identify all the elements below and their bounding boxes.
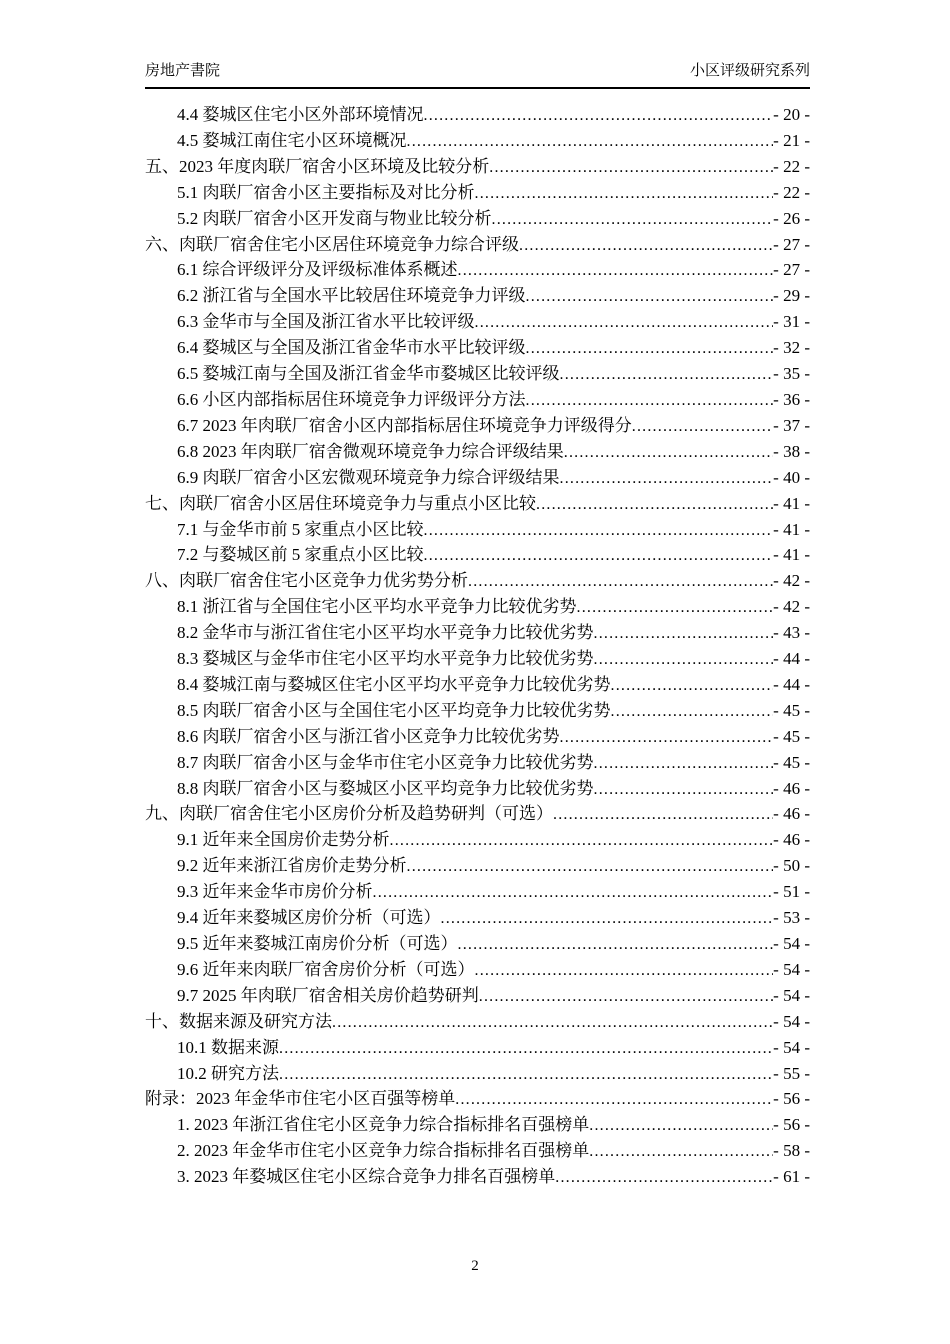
toc-entry-label: 9.3 近年来金华市房价分析 (177, 882, 373, 902)
toc-leader-dots (611, 673, 774, 699)
toc-leader-dots (458, 258, 774, 284)
toc-entry-page: - 53 - (773, 908, 810, 928)
toc-entry-label: 8.5 肉联厂宿舍小区与全国住宅小区平均竞争力比较优劣势 (177, 700, 611, 720)
toc-entry (145, 310, 810, 336)
toc-entry-label: 五、2023 年度肉联厂宿舍小区环境及比较分析 (145, 156, 490, 176)
toc-leader-dots (594, 621, 774, 647)
toc-entry (145, 492, 810, 518)
toc-leader-dots (553, 802, 773, 828)
toc-leader-dots (577, 595, 774, 621)
header-left-title: 房地产書院 (145, 62, 221, 79)
toc-entry-label: 10.1 数据来源 (177, 1037, 279, 1057)
toc-entry (145, 958, 810, 984)
toc-entry-label: 七、肉联厂宿舍小区居住环境竞争力与重点小区比较 (145, 493, 536, 513)
toc-entry-page: - 56 - (773, 1089, 810, 1109)
toc-entry (145, 1139, 810, 1165)
toc-entry-label: 6.1 综合评级评分及评级标准体系概述 (177, 260, 458, 280)
toc-entry-label: 6.5 婺城江南与全国及浙江省金华市婺城区比较评级 (177, 364, 560, 384)
toc-leader-dots (407, 129, 774, 155)
toc-entry (145, 233, 810, 259)
page-footer (0, 1258, 950, 1275)
toc-entry-page: - 40 - (773, 467, 810, 487)
toc-entry-page: - 21 - (773, 130, 810, 150)
toc-entry-label: 8.7 肉联厂宿舍小区与金华市住宅小区竞争力比较优劣势 (177, 752, 594, 772)
toc-entry-label: 4.4 婺城区住宅小区外部环境情况 (177, 105, 424, 124)
page-number: 2 (471, 1258, 479, 1274)
toc-entry-page: - 55 - (773, 1063, 810, 1083)
toc-entry (145, 336, 810, 362)
toc-leader-dots (475, 181, 774, 207)
toc-entry-page: - 46 - (773, 804, 810, 824)
toc-entry-page: - 54 - (773, 934, 810, 953)
toc-entry (145, 155, 810, 181)
toc-entry (145, 984, 810, 1010)
toc-entry (145, 595, 810, 621)
toc-entry-page: - 42 - (773, 597, 810, 617)
toc-leader-dots (594, 751, 774, 777)
toc-entry-label: 6.8 2023 年肉联厂宿舍微观环境竞争力综合评级结果 (177, 441, 564, 461)
toc-leader-dots (564, 440, 773, 466)
toc-entry-label: 6.4 婺城区与全国及浙江省金华市水平比较评级 (177, 338, 526, 358)
toc-entry (145, 932, 810, 958)
toc-entry-page: - 43 - (773, 623, 810, 643)
toc-entry (145, 1113, 810, 1139)
toc-entry-label: 10.2 研究方法 (177, 1063, 279, 1083)
toc-entry (145, 569, 810, 595)
toc-leader-dots (489, 155, 773, 181)
toc-entry-label: 6.6 小区内部指标居住环境竞争力评级评分方法 (177, 389, 526, 409)
toc-entry-label: 八、肉联厂宿舍住宅小区竞争力优劣势分析 (145, 571, 468, 591)
toc-entry-page: - 54 - (773, 985, 810, 1005)
toc-entry-page: - 54 - (773, 959, 810, 979)
toc-entry-page: - 54 - (773, 1011, 810, 1031)
toc-entry-page: - 61 - (773, 1167, 810, 1187)
toc-leader-dots (611, 699, 774, 725)
toc-entry (145, 1165, 810, 1191)
toc-entry (145, 802, 810, 828)
toc-entry-page: - 22 - (773, 156, 810, 176)
toc-entry-label: 2. 2023 年金华市住宅小区竞争力综合指标排名百强榜单 (177, 1141, 590, 1161)
toc-entry-label: 6.9 肉联厂宿舍小区宏微观环境竞争力综合评级结果 (177, 467, 560, 487)
toc-entry (145, 543, 810, 569)
toc-entry-page: - 51 - (773, 882, 810, 902)
toc-leader-dots (407, 854, 774, 880)
toc-leader-dots (555, 1165, 773, 1191)
toc-entry-label: 6.2 浙江省与全国水平比较居住环境竞争力评级 (177, 286, 526, 306)
toc-leader-dots (475, 958, 774, 984)
toc-entry-label: 9.6 近年来肉联厂宿舍房价分析（可选） (177, 959, 475, 979)
toc-leader-dots (332, 1010, 773, 1036)
toc-entry-label: 8.8 肉联厂宿舍小区与婺城区小区平均竞争力比较优劣势 (177, 778, 594, 798)
toc-entry (145, 1087, 810, 1113)
toc-leader-dots (424, 103, 774, 129)
toc-entry-label: 六、肉联厂宿舍住宅小区居住环境竞争力综合评级 (145, 234, 519, 254)
toc-entry-page: - 46 - (773, 778, 810, 798)
toc-entry-label: 5.2 肉联厂宿舍小区开发商与物业比较分析 (177, 208, 492, 228)
toc-entry (145, 207, 810, 233)
toc-entry-label: 1. 2023 年浙江省住宅小区竞争力综合指标排名百强榜单 (177, 1115, 590, 1135)
toc-entry-page: - 29 - (773, 286, 810, 306)
toc-entry-page: - 46 - (773, 830, 810, 850)
toc-leader-dots (390, 828, 774, 854)
toc-entry-label: 6.7 2023 年肉联厂宿舍小区内部指标居住环境竞争力评级得分 (177, 415, 632, 435)
toc-entry (145, 725, 810, 751)
toc-entry-page: - 31 - (773, 312, 810, 332)
toc-entry (145, 1036, 810, 1062)
toc-entry (145, 1010, 810, 1036)
toc-entry (145, 621, 810, 647)
toc-entry (145, 440, 810, 466)
toc-entry-page: - 38 - (773, 441, 810, 461)
toc-entry (145, 388, 810, 414)
toc-entry-page: - 41 - (773, 493, 810, 513)
toc-leader-dots (279, 1062, 773, 1088)
toc-entry-label: 6.3 金华市与全国及浙江省水平比较评级 (177, 312, 475, 332)
toc-entry-page: - 41 - (773, 545, 810, 565)
toc-entry (145, 258, 810, 284)
toc-leader-dots (492, 207, 774, 233)
table-of-contents (145, 103, 810, 1191)
toc-leader-dots (632, 414, 773, 440)
toc-entry (145, 751, 810, 777)
toc-leader-dots (424, 543, 774, 569)
toc-entry-label: 8.1 浙江省与全国住宅小区平均水平竞争力比较优劣势 (177, 597, 577, 617)
toc-leader-dots (560, 362, 774, 388)
toc-entry (145, 466, 810, 492)
toc-leader-dots (589, 1113, 773, 1139)
toc-entry-page: - 44 - (773, 674, 810, 694)
page-header (145, 60, 810, 89)
toc-entry-label: 8.2 金华市与浙江省住宅小区平均水平竞争力比较优劣势 (177, 623, 594, 643)
toc-leader-dots (519, 233, 773, 259)
toc-leader-dots (468, 569, 773, 595)
toc-entry-label: 8.4 婺城江南与婺城区住宅小区平均水平竞争力比较优劣势 (177, 674, 611, 694)
toc-leader-dots (526, 388, 774, 414)
toc-entry-page: - 27 - (773, 234, 810, 254)
toc-entry-label: 8.3 婺城区与金华市住宅小区平均水平竞争力比较优劣势 (177, 649, 594, 669)
toc-entry-page: - 22 - (773, 182, 810, 202)
toc-entry-label: 3. 2023 年婺城区住宅小区综合竞争力排名百强榜单 (177, 1167, 556, 1187)
toc-entry (145, 880, 810, 906)
toc-entry-label: 7.2 与婺城区前 5 家重点小区比较 (177, 545, 424, 565)
toc-entry (145, 828, 810, 854)
toc-entry-page: - 45 - (773, 752, 810, 772)
toc-entry-label: 附录：2023 年金华市住宅小区百强等榜单 (145, 1089, 456, 1109)
toc-entry-page: - 56 - (773, 1115, 810, 1135)
toc-leader-dots (589, 1139, 773, 1165)
toc-entry-label: 8.6 肉联厂宿舍小区与浙江省小区竞争力比较优劣势 (177, 726, 560, 746)
header-right-title: 小区评级研究系列 (689, 62, 810, 79)
toc-entry-label: 9.4 近年来婺城区房价分析（可选） (177, 908, 441, 928)
toc-entry (145, 518, 810, 544)
toc-entry-label: 十、数据来源及研究方法 (145, 1011, 332, 1031)
toc-leader-dots (594, 777, 774, 803)
toc-leader-dots (373, 880, 774, 906)
toc-entry-label: 9.2 近年来浙江省房价走势分析 (177, 856, 407, 876)
toc-entry-label: 9.5 近年来婺城江南房价分析（可选） (177, 934, 458, 953)
toc-leader-dots (455, 1087, 773, 1113)
toc-entry-page: - 26 - (773, 208, 810, 228)
toc-entry (145, 103, 810, 129)
toc-entry-page: - 54 - (773, 1037, 810, 1057)
toc-entry (145, 854, 810, 880)
toc-leader-dots (279, 1036, 773, 1062)
toc-entry (145, 284, 810, 310)
toc-leader-dots (536, 492, 773, 518)
toc-leader-dots (560, 466, 774, 492)
toc-leader-dots (526, 284, 774, 310)
toc-entry (145, 129, 810, 155)
toc-entry-label: 九、肉联厂宿舍住宅小区房价分析及趋势研判（可选） (145, 804, 553, 824)
toc-entry-label: 7.1 与金华市前 5 家重点小区比较 (177, 519, 424, 539)
toc-entry (145, 647, 810, 673)
toc-entry (145, 362, 810, 388)
toc-entry-page: - 42 - (773, 571, 810, 591)
toc-leader-dots (479, 984, 773, 1010)
toc-leader-dots (441, 906, 774, 932)
toc-entry (145, 699, 810, 725)
toc-leader-dots (526, 336, 774, 362)
toc-leader-dots (458, 932, 774, 958)
toc-entry (145, 1062, 810, 1088)
toc-entry-label: 4.5 婺城江南住宅小区环境概况 (177, 130, 407, 150)
toc-leader-dots (475, 310, 774, 336)
toc-entry-page: - 32 - (773, 338, 810, 358)
toc-entry-page: - 35 - (773, 364, 810, 384)
toc-entry-page: - 58 - (773, 1141, 810, 1161)
toc-entry-page: - 50 - (773, 856, 810, 876)
toc-entry-page: - 37 - (773, 415, 810, 435)
toc-entry (145, 414, 810, 440)
toc-entry (145, 673, 810, 699)
toc-entry-label: 5.1 肉联厂宿舍小区主要指标及对比分析 (177, 182, 475, 202)
toc-entry-page: - 45 - (773, 700, 810, 720)
toc-entry (145, 181, 810, 207)
toc-entry-page: - 41 - (773, 519, 810, 539)
toc-leader-dots (594, 647, 774, 673)
toc-leader-dots (560, 725, 774, 751)
toc-entry-page: - 45 - (773, 726, 810, 746)
toc-entry-page: - 27 - (773, 260, 810, 280)
toc-entry (145, 906, 810, 932)
toc-entry (145, 777, 810, 803)
toc-entry-label: 9.7 2025 年肉联厂宿舍相关房价趋势研判 (177, 985, 479, 1005)
toc-entry-page: - 20 - (773, 105, 810, 124)
toc-entry-page: - 36 - (773, 389, 810, 409)
toc-leader-dots (424, 518, 774, 544)
toc-entry-label: 9.1 近年来全国房价走势分析 (177, 830, 390, 850)
toc-entry-page: - 44 - (773, 649, 810, 669)
